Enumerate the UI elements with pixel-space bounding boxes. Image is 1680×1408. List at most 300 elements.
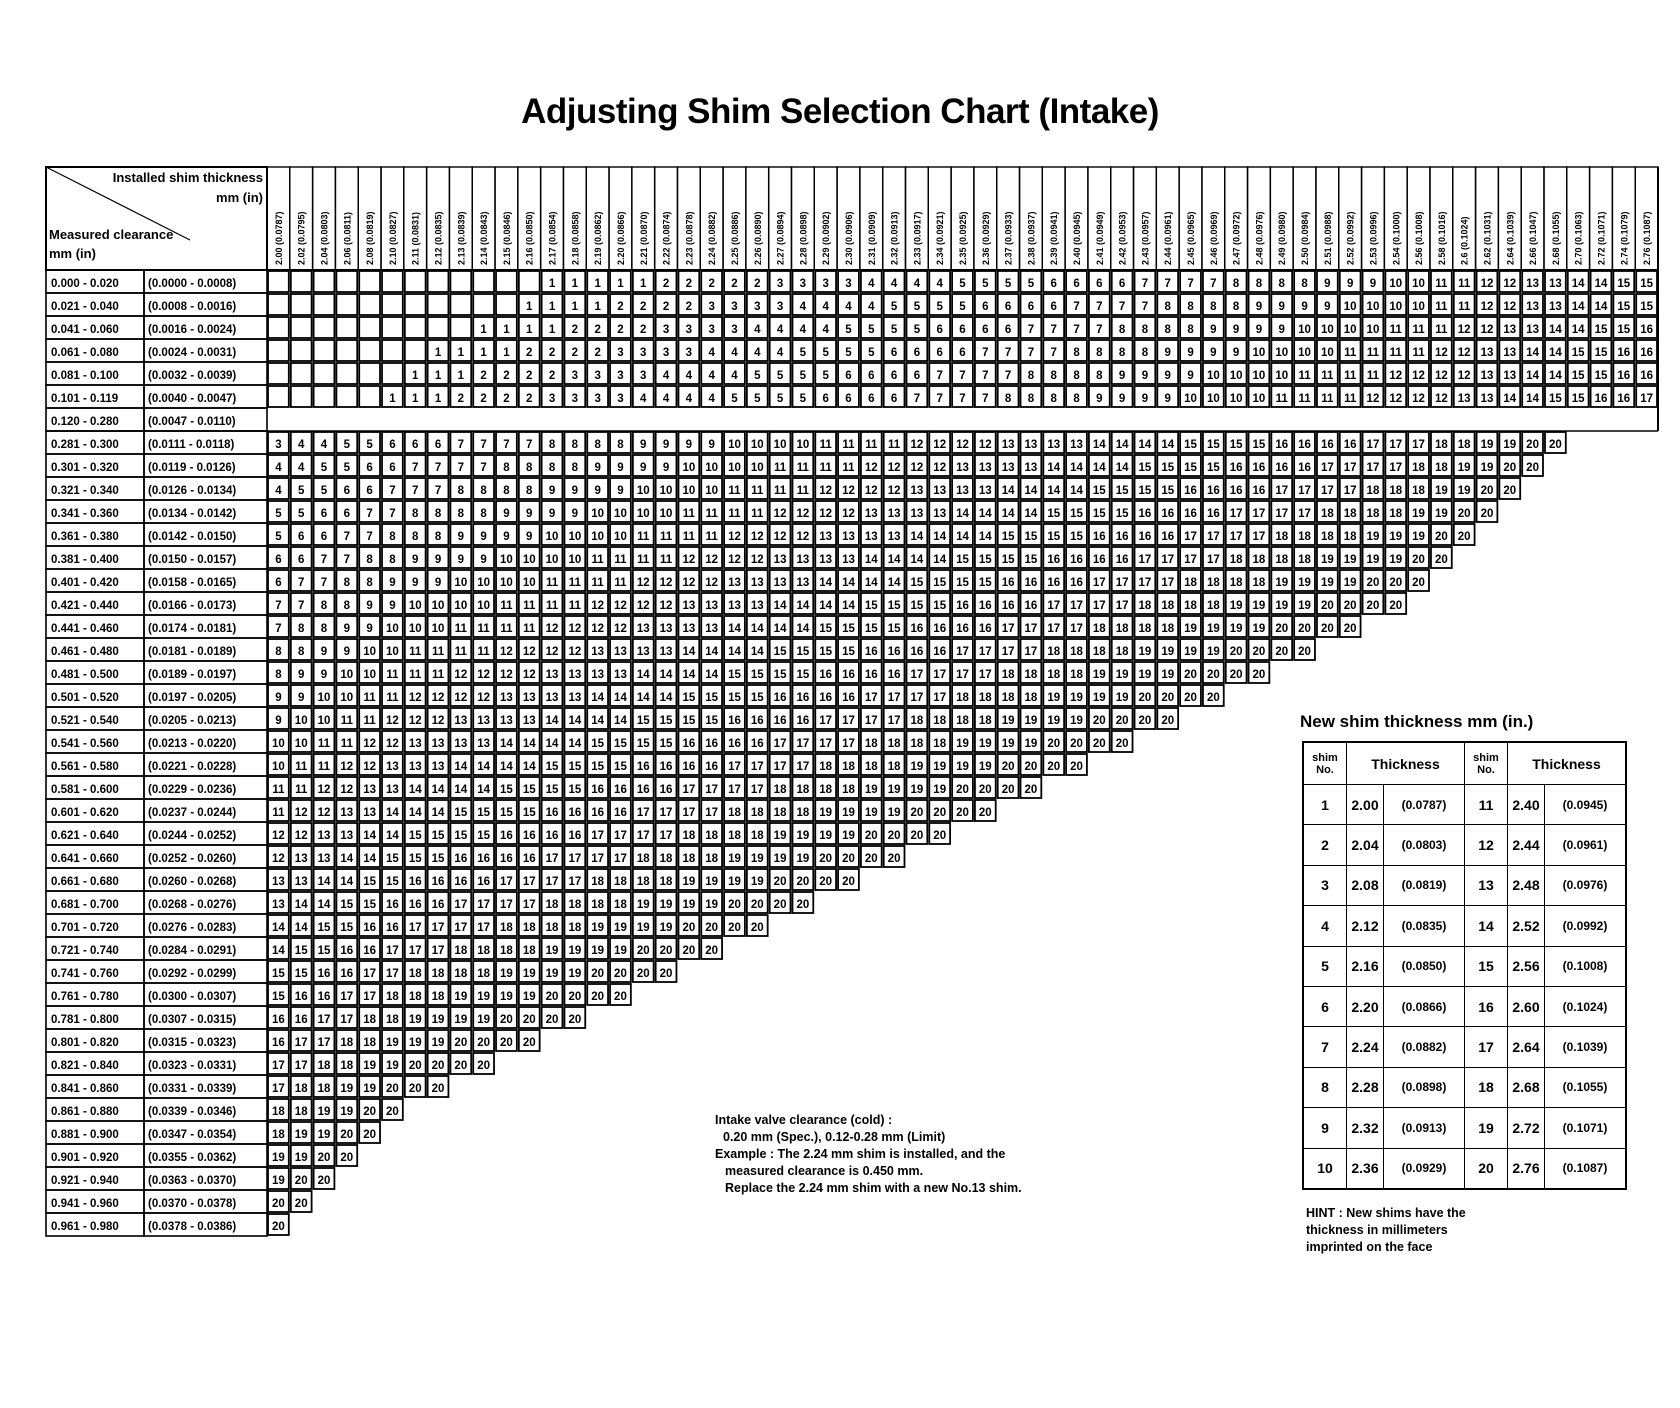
shim-number: 20 [728,922,741,934]
shim-number: 14 [1571,301,1585,313]
hint-line: thickness in millimeters [1306,1223,1448,1237]
shim-number: 20 [1275,623,1289,635]
shim-number: 16 [294,991,308,1003]
shim-number: 17 [682,784,696,796]
shim-number: 20 [477,1060,491,1072]
shim-number: 5 [890,301,898,313]
shim-number: 12 [796,531,810,543]
shim-number: 15 [1465,946,1508,986]
shim-number: 16 [408,899,422,911]
shim-cell [382,317,403,338]
shim-number: 1 [412,370,419,382]
shim-number: 20 [591,968,605,980]
empty-cell [1339,408,1362,431]
empty-cell [267,408,290,431]
column-header-thickness: 2.19 (0.0862) [593,211,604,265]
thickness-mm: 2.60 [1508,986,1545,1026]
shim-number: 7 [936,370,943,382]
shim-cell [314,363,335,384]
shim-number: 8 [1301,278,1308,290]
shim-number: 2 [503,393,510,405]
shim-number: 18 [317,1060,331,1072]
shim-number: 4 [890,278,898,290]
clearance-mm-label: 0.661 - 0.680 [51,876,119,888]
shim-number: 10 [522,577,536,589]
shim-number: 13 [522,692,536,704]
shim-number: 18 [294,1106,308,1118]
shim-number: 19 [522,991,536,1003]
shim-number: 5 [298,485,305,497]
shim-number: 20 [1389,577,1403,589]
shim-number: 13 [272,876,285,888]
shim-number: 11 [1465,785,1508,825]
shim-number: 13 [454,715,468,727]
empty-cell [1521,408,1544,431]
shim-number: 15 [750,669,764,681]
shim-number: 6 [1050,278,1057,290]
shim-number: 18 [978,692,992,704]
shim-number: 20 [659,968,673,980]
shim-number: 16 [750,738,764,750]
shim-number: 13 [842,554,855,566]
shim-number: 17 [568,853,582,865]
shim-cell [428,271,449,292]
shim-number: 17 [1161,554,1175,566]
shim-number: 20 [956,807,969,819]
column-header-thickness: 2.15 (0.0846) [501,211,512,265]
shim-number: 17 [408,945,422,957]
shim-number: 19 [1480,462,1494,474]
shim-number: 3 [708,324,715,336]
shim-number: 16 [500,830,513,842]
shim-number: 4 [685,370,693,382]
shim-number: 20 [1024,761,1038,773]
shim-number: 18 [1298,531,1311,543]
shim-number: 11 [295,784,308,796]
shim-number: 17 [294,1060,308,1072]
thickness-mm: 2.16 [1347,946,1384,986]
new-shim-thickness-table [1302,741,1627,1190]
shim-number: 19 [272,1175,285,1187]
shim-number: 7 [298,600,305,612]
shim-number: 16 [431,876,445,888]
shim-number: 19 [773,853,787,865]
shim-number: 15 [682,692,696,704]
shim-number: 14 [568,715,582,727]
shim-number: 11 [477,623,490,635]
thickness-in: (0.0913) [1384,1108,1465,1148]
shim-number: 16 [1465,986,1508,1026]
shim-number: 6 [959,347,966,359]
shim-cell [314,386,335,407]
shim-number: 14 [1526,370,1539,382]
shim-number: 19 [408,1014,422,1026]
shim-number: 14 [500,761,513,773]
shim-number: 18 [1161,623,1175,635]
clearance-mm-label: 0.421 - 0.440 [51,600,119,612]
shim-number: 19 [1320,554,1334,566]
shim-number: 9 [526,531,533,543]
shim-number: 18 [1092,623,1106,635]
shim-number: 5 [776,370,784,382]
shim-number: 4 [275,485,282,497]
thickness-in: (0.0803) [1384,825,1465,865]
shim-number: 12 [614,600,627,612]
clearance-mm-label: 0.761 - 0.780 [51,991,119,1003]
shim-number: 18 [773,807,787,819]
shim-number: 20 [363,1106,377,1118]
column-header-thickness: 2.23 (0.0878) [684,211,695,265]
shim-number: 16 [773,715,787,727]
shim-number: 17 [363,991,377,1003]
shim-number: 14 [454,784,468,796]
shim-number: 3 [594,370,601,382]
shim-number: 15 [978,554,992,566]
shim-number: 6 [913,370,921,382]
empty-cell [404,408,427,431]
shim-number: 20 [294,1175,308,1187]
shim-number: 20 [545,1014,559,1026]
shim-number: 1 [480,347,487,359]
shim-number: 8 [275,646,282,658]
shim-number: 12 [773,531,787,543]
column-header-thickness: 2.48 (0.0976) [1254,211,1265,265]
shim-number: 15 [477,807,491,819]
shim-number: 9 [548,485,556,497]
note-line: Example : The 2.24 mm shim is installed, and the [715,1147,1006,1161]
header-measured-unit: mm (in) [49,246,96,261]
shim-number: 17 [591,853,605,865]
shim-number: 1 [548,278,556,290]
shim-number: 7 [959,370,966,382]
shim-number: 19 [317,1106,331,1118]
shim-number: 13 [1526,278,1539,290]
column-header-thickness: 2.49 (0.0980) [1277,211,1288,265]
shim-number: 5 [1004,278,1012,290]
column-header-thickness: 2.36 (0.0929) [980,211,991,265]
shim-number: 15 [819,646,833,658]
clearance-in-label: (0.0181 - 0.0189) [148,646,237,658]
shim-number: 20 [1412,554,1425,566]
shim-number: 14 [750,623,764,635]
shim-number: 19 [454,1014,468,1026]
shim-number: 15 [454,830,468,842]
shim-number: 7 [457,462,465,474]
shim-number: 11 [545,577,559,589]
shim-number: 4 [822,324,829,336]
shim-number: 13 [842,531,855,543]
shim-number: 16 [910,623,924,635]
shim-number: 17 [1047,623,1061,635]
shim-number: 9 [457,531,465,543]
shim-number: 17 [1465,1027,1508,1067]
shim-number: 6 [936,324,943,336]
legend-row [1303,785,1626,825]
shim-number: 17 [978,669,992,681]
shim-number: 9 [389,577,396,589]
shim-number: 14 [1161,439,1175,451]
shim-number: 12 [1457,370,1471,382]
shim-number: 8 [343,577,351,589]
shim-number: 17 [842,738,855,750]
shim-number: 8 [480,508,487,520]
shim-number: 6 [1004,324,1012,336]
shim-number: 4 [685,393,693,405]
shim-number: 20 [431,1060,445,1072]
shim-number: 19 [1252,600,1266,612]
shim-number: 2 [526,393,533,405]
column-header-thickness: 2.52 (0.0992) [1345,211,1356,265]
column-header-thickness: 2.43 (0.0957) [1140,211,1151,265]
shim-number: 9 [434,577,442,589]
shim-number: 5 [754,370,761,382]
shim-number: 10 [682,462,696,474]
shim-number: 16 [363,945,377,957]
shim-number: 15 [1070,531,1083,543]
shim-number: 12 [1457,347,1471,359]
shim-number: 7 [1096,301,1103,313]
legend-row [1303,825,1626,865]
shim-number: 16 [682,761,696,773]
shim-number: 16 [796,715,810,727]
shim-number: 9 [1346,278,1354,290]
clearance-mm-label: 0.921 - 0.940 [51,1175,119,1187]
thickness-mm: 2.36 [1347,1148,1384,1189]
thickness-mm: 2.04 [1347,825,1384,865]
shim-number: 19 [591,945,605,957]
shim-number: 20 [522,1037,536,1049]
shim-number: 17 [1161,577,1175,589]
shim-number: 12 [294,807,308,819]
shim-number: 15 [363,899,377,911]
shim-number: 14 [454,761,468,773]
shim-number: 11 [1435,324,1448,336]
shim-number: 7 [343,554,351,566]
shim-number: 5 [822,347,829,359]
clearance-in-label: (0.0378 - 0.0386) [148,1221,237,1233]
shim-number: 17 [956,669,969,681]
shim-number: 13 [294,853,308,865]
shim-number: 17 [1640,393,1653,405]
thickness-in: (0.0898) [1384,1067,1465,1107]
empty-cell [632,408,655,431]
shim-number: 13 [819,554,833,566]
shim-number: 3 [662,324,670,336]
shim-number: 20 [1465,1148,1508,1189]
shim-number: 18 [705,853,719,865]
shim-number: 8 [617,439,624,451]
shim-number: 12 [933,462,947,474]
shim-number: 18 [454,945,468,957]
shim-number: 17 [1343,485,1357,497]
shim-number: 10 [728,462,741,474]
shim-number: 18 [1275,531,1289,543]
shim-number: 8 [412,508,419,520]
column-header-thickness: 2.39 (0.0941) [1049,211,1060,265]
shim-number: 16 [317,991,331,1003]
shim-number: 20 [1320,623,1334,635]
shim-number: 19 [1366,531,1380,543]
shim-number: 12 [568,623,582,635]
empty-cell [472,408,495,431]
shim-number: 18 [1434,439,1448,451]
shim-number: 12 [1503,301,1517,313]
shim-number: 11 [317,761,331,773]
clearance-mm-label: 0.901 - 0.920 [51,1152,119,1164]
shim-number: 19 [1434,508,1448,520]
shim-number: 8 [412,531,419,543]
column-header-thickness: 2.24 (0.0882) [707,211,718,265]
shim-number: 11 [1458,301,1471,313]
shim-number: 14 [682,646,696,658]
shim-cell [359,317,380,338]
shim-number: 15 [1640,301,1653,313]
shim-number: 12 [842,485,855,497]
empty-cell [358,408,381,431]
shim-number: 16 [1115,531,1129,543]
shim-number: 17 [614,830,627,842]
shim-number: 17 [340,991,354,1003]
shim-number: 20 [1252,669,1266,681]
empty-cell [313,408,336,431]
shim-number: 11 [728,508,741,520]
shim-number: 16 [1617,347,1631,359]
shim-number: 15 [294,968,308,980]
shim-number: 15 [956,577,969,589]
shim-number: 12 [636,600,650,612]
shim-number: 9 [480,531,487,543]
shim-number: 16 [978,600,992,612]
clearance-in-label: (0.0197 - 0.0205) [148,692,237,704]
shim-cell [428,317,449,338]
shim-number: 13 [1457,393,1471,405]
shim-number: 11 [568,577,581,589]
shim-number: 12 [1480,278,1494,290]
shim-number: 8 [1027,370,1035,382]
shim-number: 18 [317,1083,331,1095]
shim-number: 6 [320,531,328,543]
shim-number: 8 [1141,347,1149,359]
shim-number: 16 [386,899,399,911]
shim-cell [473,294,494,315]
shim-number: 10 [522,554,536,566]
clearance-in-label: (0.0134 - 0.0142) [148,508,237,520]
thickness-in: (0.0787) [1384,785,1465,825]
column-header-thickness: 2.72 (0.1071) [1596,211,1607,265]
shim-number: 6 [1073,278,1080,290]
shim-number: 14 [728,646,741,658]
shim-number: 5 [320,462,328,474]
column-header-thickness: 2.35 (0.0925) [958,211,968,265]
column-header-thickness: 2.45 (0.0965) [1186,211,1197,265]
thickness-in: (0.1055) [1545,1067,1627,1107]
shim-number: 17 [773,738,787,750]
shim-number: 17 [431,922,445,934]
shim-number: 10 [1184,393,1197,405]
shim-cell [268,317,289,338]
shim-number: 8 [1096,370,1103,382]
column-header-thickness: 2.33 (0.0917) [912,211,923,265]
shim-number: 20 [1206,669,1220,681]
shim-number: 16 [1206,485,1220,497]
shim-number: 10 [1206,393,1220,405]
shim-number: 5 [799,347,807,359]
empty-cell [518,408,541,431]
shim-number: 20 [864,830,878,842]
shim-number: 10 [1366,324,1380,336]
shim-number: 12 [750,554,764,566]
shim-number: 20 [1184,692,1197,704]
shim-number: 15 [796,669,810,681]
column-header-thickness: 2.40 (0.0945) [1072,211,1083,265]
shim-number: 15 [750,692,764,704]
shim-number: 17 [1092,577,1106,589]
shim-number: 18 [431,968,445,980]
clearance-in-label: (0.0244 - 0.0252) [148,830,237,842]
shim-number: 16 [1047,554,1061,566]
shim-number: 18 [272,1106,285,1118]
shim-number: 19 [636,922,650,934]
column-header-thickness: 2.34 (0.0921) [935,211,946,265]
shim-number: 19 [363,1060,377,1072]
shim-number: 18 [614,899,627,911]
shim-number: 19 [1412,531,1425,543]
shim-number: 18 [1343,531,1357,543]
shim-number: 9 [594,485,601,497]
clearance-mm-label: 0.801 - 0.820 [51,1037,119,1049]
shim-number: 16 [1184,485,1197,497]
shim-number: 1 [594,278,601,290]
shim-number: 16 [636,761,650,773]
shim-number: 6 [1096,278,1103,290]
shim-number: 11 [523,600,536,612]
shim-number: 16 [1320,439,1334,451]
shim-number: 14 [386,830,399,842]
clearance-mm-label: 0.501 - 0.520 [51,692,119,704]
shim-number: 16 [864,646,878,658]
shim-number: 10 [454,600,468,612]
shim-number: 15 [317,922,331,934]
column-header-thickness: 2.64 (0.1039) [1505,211,1516,265]
empty-cell [1065,408,1088,431]
shim-number: 9 [320,646,328,658]
shim-number: 9 [1278,324,1285,336]
shim-number: 9 [412,554,419,566]
shim-number: 11 [454,623,467,635]
shim-number: 19 [1138,646,1152,658]
column-header-thickness: 2.31 (0.0909) [866,211,877,265]
column-header-thickness: 2.17 (0.0854) [547,211,558,265]
shim-number: 12 [728,554,741,566]
shim-number: 20 [1298,646,1311,658]
shim-number: 10 [1412,301,1425,313]
clearance-mm-label: 0.041 - 0.060 [51,324,119,336]
shim-number: 8 [434,508,442,520]
empty-cell [1567,408,1590,431]
shim-number: 16 [1229,485,1243,497]
shim-number: 17 [773,761,787,773]
shim-number: 6 [434,439,442,451]
shim-number: 17 [1001,646,1015,658]
shim-number: 7 [1096,324,1103,336]
shim-number: 13 [1526,324,1539,336]
shim-number: 11 [409,646,422,658]
empty-cell [1293,408,1316,431]
shim-number: 19 [431,1037,445,1049]
clearance-in-label: (0.0315 - 0.0323) [148,1037,237,1049]
shim-number: 11 [1366,347,1380,359]
shim-number: 7 [1073,301,1080,313]
